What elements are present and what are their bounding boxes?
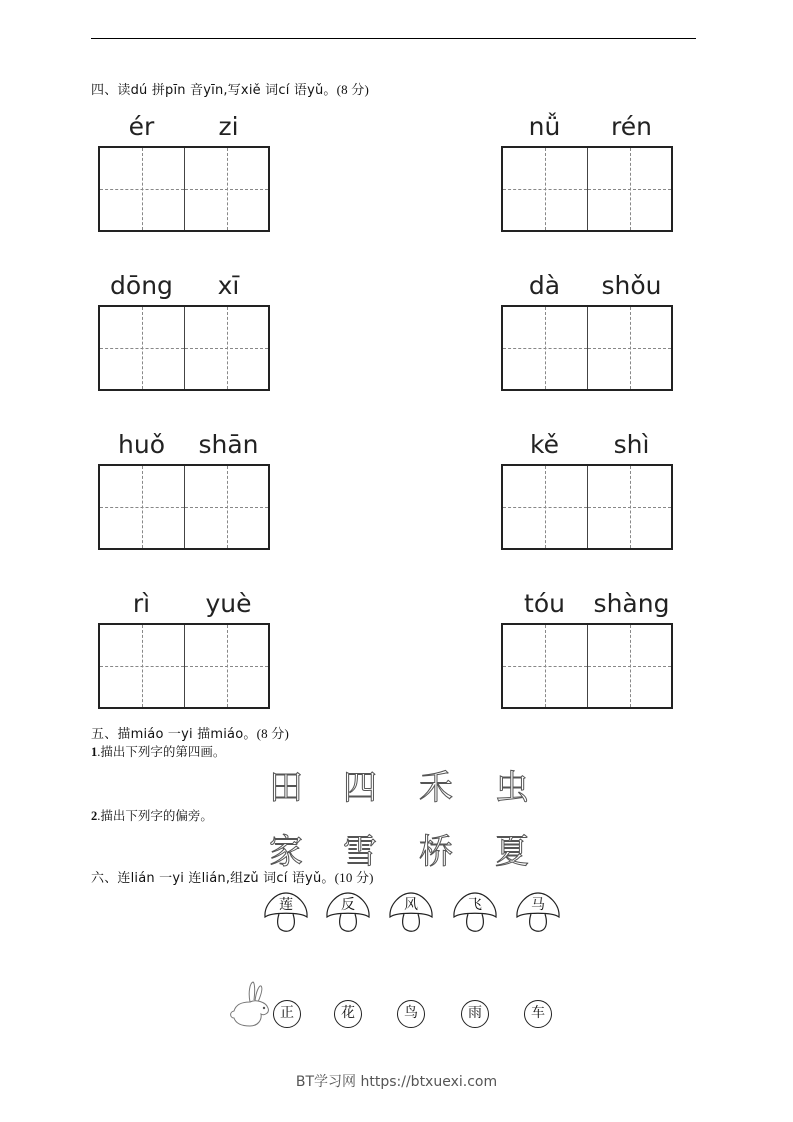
pinyin-1: dōng [110, 271, 173, 300]
section5-heading [91, 723, 289, 742]
pinyin-1: nǚ [528, 112, 561, 141]
character-circle[interactable]: 鸟 [397, 1000, 425, 1028]
mushroom-card[interactable] [387, 890, 435, 934]
writing-grid[interactable] [98, 305, 270, 391]
pinyin-item [98, 430, 272, 550]
writing-cell[interactable] [184, 307, 268, 389]
writing-cell[interactable] [184, 466, 268, 548]
section5-title: 五、描miáo 一yi 描miáo。 [91, 727, 257, 742]
writing-grid[interactable] [98, 464, 270, 550]
writing-cell[interactable] [184, 148, 268, 230]
question-1-number: 1 [91, 745, 98, 759]
writing-grid[interactable] [98, 146, 270, 232]
mushroom-char: 飞 [468, 897, 482, 913]
mushroom-char: 反 [341, 897, 355, 913]
pinyin-item [501, 271, 675, 391]
pinyin-1: tóu [524, 589, 565, 618]
pinyin-item [98, 271, 272, 391]
mushroom-card[interactable] [451, 890, 499, 934]
question-2 [91, 806, 213, 824]
mushroom-card[interactable] [514, 890, 562, 934]
pinyin-2: yuè [205, 589, 252, 618]
writing-cell[interactable] [100, 148, 184, 230]
trace-char[interactable]: 四 [343, 768, 377, 808]
pinyin-1: kě [530, 430, 559, 459]
section4-points: (8 分) [336, 82, 370, 97]
character-circle[interactable]: 车 [524, 1000, 552, 1028]
writing-grid[interactable] [501, 464, 673, 550]
trace-char[interactable]: 雪 [343, 832, 377, 872]
mushroom-char: 风 [404, 897, 418, 913]
writing-cell[interactable] [100, 307, 184, 389]
writing-cell[interactable] [587, 466, 671, 548]
writing-grid[interactable] [501, 623, 673, 709]
pinyin-item [501, 589, 675, 709]
character-circle[interactable]: 雨 [461, 1000, 489, 1028]
trace-char[interactable]: 夏 [495, 832, 529, 872]
section6-points: (10 分) [334, 870, 374, 885]
mushroom-card[interactable] [262, 890, 310, 934]
pinyin-2: shì [613, 430, 650, 459]
section4-heading [91, 79, 369, 98]
question-1-text: .描出下列字的第四画。 [97, 745, 226, 759]
trace-char[interactable]: 桥 [419, 832, 453, 872]
writing-cell[interactable] [503, 148, 587, 230]
pinyin-2: shān [198, 430, 259, 459]
pinyin-item [98, 589, 272, 709]
writing-cell[interactable] [503, 466, 587, 548]
pinyin-2: zi [218, 112, 239, 141]
trace-char[interactable]: 家 [269, 832, 303, 872]
writing-cell[interactable] [184, 625, 268, 707]
mushroom-card[interactable] [324, 890, 372, 934]
question-2-text: .描出下列字的偏旁。 [97, 809, 213, 823]
writing-cell[interactable] [587, 307, 671, 389]
pinyin-1: dà [528, 271, 561, 300]
pinyin-2: shǒu [601, 271, 662, 300]
pinyin-1: huǒ [118, 430, 165, 459]
section5-points: (8 分) [256, 726, 289, 741]
pinyin-item [98, 112, 272, 232]
trace-char[interactable]: 虫 [495, 768, 529, 808]
mushroom-char: 莲 [279, 897, 293, 913]
writing-cell[interactable] [503, 625, 587, 707]
pinyin-2: rén [611, 112, 652, 141]
mushroom-char: 马 [531, 897, 545, 913]
pinyin-2: xī [217, 271, 240, 300]
section6-heading [91, 867, 374, 886]
writing-cell[interactable] [587, 625, 671, 707]
writing-cell[interactable] [100, 625, 184, 707]
writing-grid[interactable] [501, 146, 673, 232]
writing-grid[interactable] [501, 305, 673, 391]
question-2-number: 2 [91, 809, 98, 823]
writing-grid[interactable] [98, 623, 270, 709]
pinyin-item [501, 430, 675, 550]
pinyin-2: shàng [593, 589, 670, 618]
writing-cell[interactable] [503, 307, 587, 389]
trace-char[interactable]: 禾 [419, 768, 453, 808]
rabbit-icon [228, 980, 276, 1030]
question-1 [91, 742, 225, 760]
pinyin-1: rì [132, 589, 151, 618]
character-circle[interactable]: 花 [334, 1000, 362, 1028]
section4-title: 四、读dú 拼pīn 音yīn,写xiě 词cí 语yǔ。 [91, 83, 337, 98]
writing-cell[interactable] [100, 466, 184, 548]
section6-title: 六、连lián 一yi 连lián,组zǔ 词cí 语yǔ。 [91, 871, 335, 886]
writing-cell[interactable] [587, 148, 671, 230]
pinyin-item [501, 112, 675, 232]
character-circle[interactable]: 正 [273, 1000, 301, 1028]
pinyin-1: ér [128, 112, 155, 141]
footer-watermark: BT学习网 https://btxuexi.com [295, 1074, 498, 1090]
trace-char[interactable]: 田 [269, 768, 303, 808]
header-rule [91, 38, 696, 39]
